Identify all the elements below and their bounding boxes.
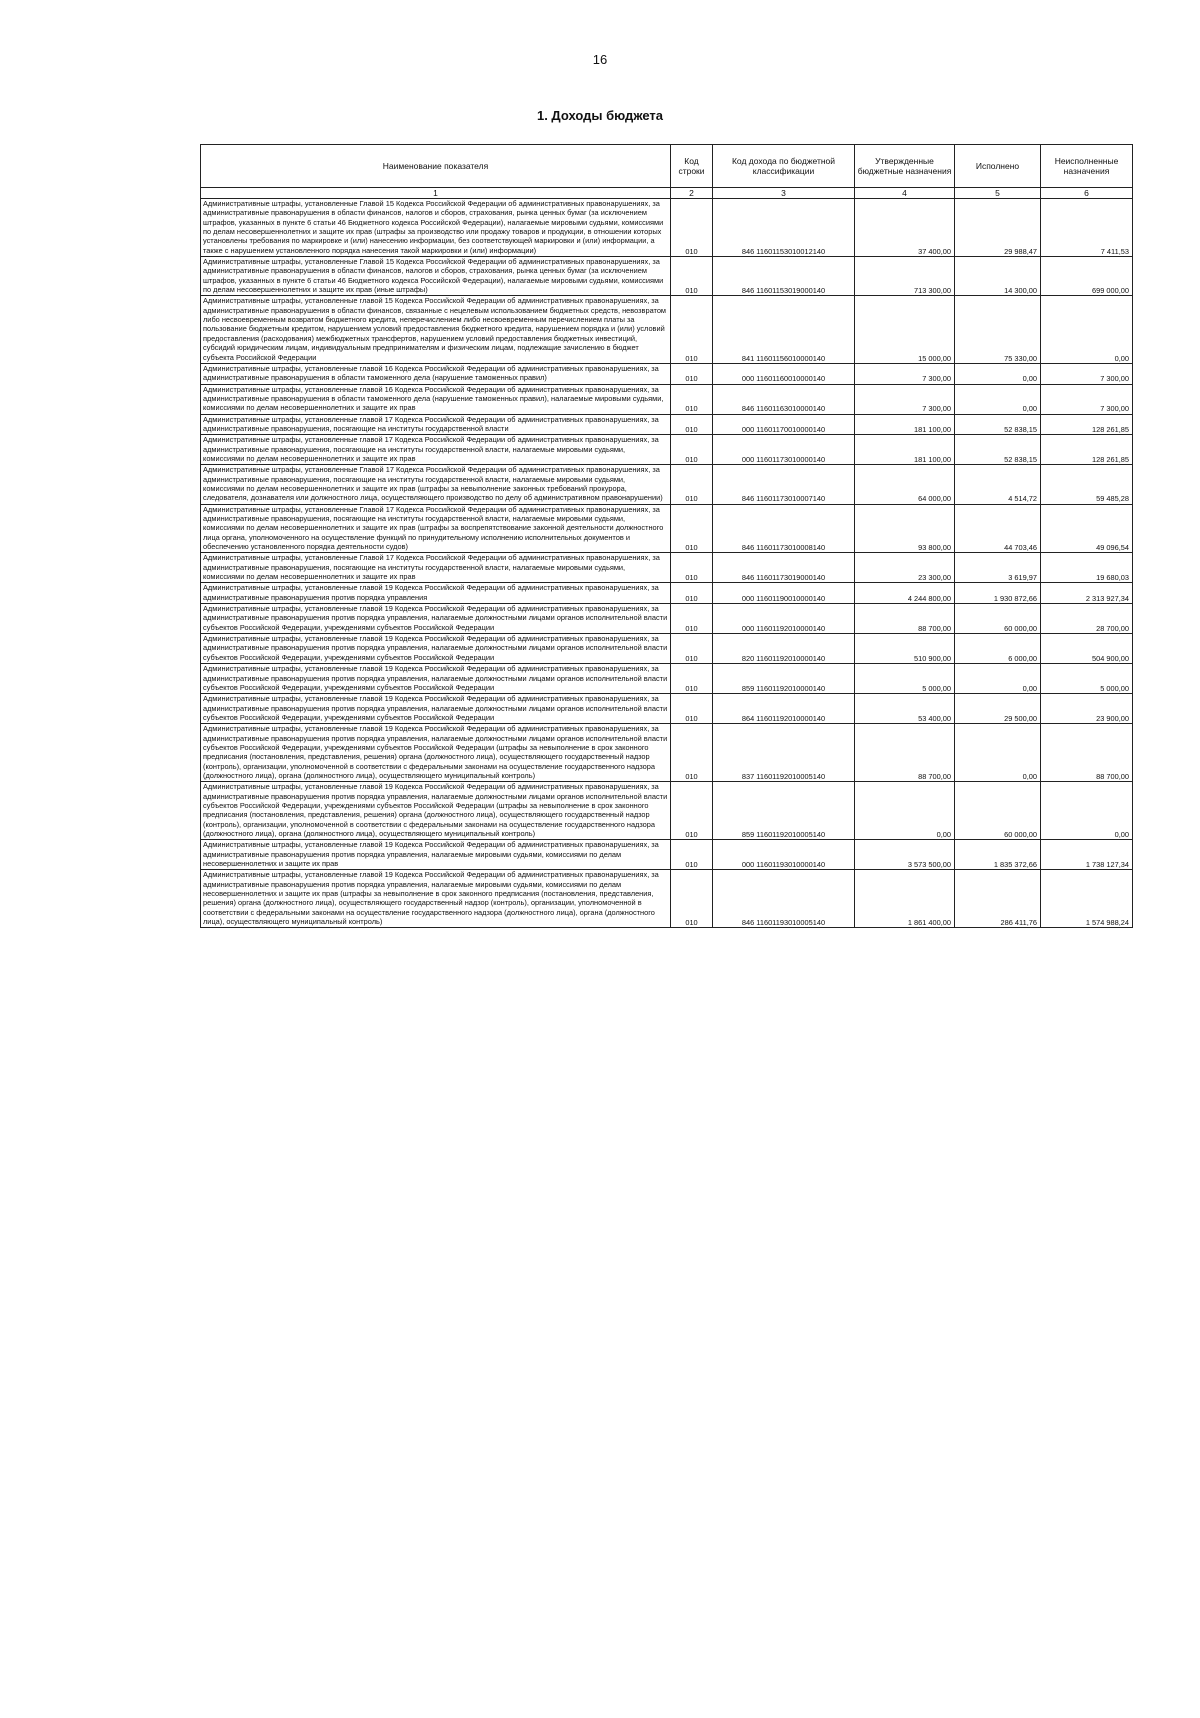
table-row — [201, 553, 1133, 583]
column-number: 1 — [201, 188, 671, 199]
row-income-code: 000 11601160010000140 — [713, 363, 855, 384]
row-name: Административные штрафы, установленные главой 19 Кодекса Российской Федерации об административных правонарушениях, за административные правонарушения против порядка управления, налагаемые должностными лицами органов исполнительной власти субъектов Российской Федерации, учреждениями субъектов Российской Федерации — [201, 694, 671, 724]
row-unexecuted: 23 900,00 — [1041, 694, 1133, 724]
row-unexecuted: 19 680,03 — [1041, 553, 1133, 583]
row-unexecuted: 5 000,00 — [1041, 664, 1133, 694]
row-line-code: 010 — [671, 465, 713, 504]
row-approved: 93 800,00 — [855, 504, 955, 553]
row-unexecuted: 7 300,00 — [1041, 384, 1133, 414]
row-executed: 29 988,47 — [955, 199, 1041, 257]
row-line-code: 010 — [671, 604, 713, 634]
table-body — [201, 199, 1133, 928]
row-executed: 44 703,46 — [955, 504, 1041, 553]
column-number: 6 — [1041, 188, 1133, 199]
row-income-code: 000 11601173010000140 — [713, 435, 855, 465]
row-executed: 60 000,00 — [955, 782, 1041, 840]
row-name: Административные штрафы, установленные главой 15 Кодекса Российской Федерации об административных правонарушениях, за административные правонарушения в области финансов, связанные с нецелевым использованием бюджетных средств, невозвратом либо несвоевременным возвратом бюджетного кредита, неперечислением либо несвоевременным перечислением платы за пользование бюджетным кредитом, нарушением условий предоставления бюджетного кредита, нарушением порядка и (или) условий предоставления (расходования) межбюджетных трансфертов, нарушением условий предоставления бюджетных инвестиций, субсидий юридическим лицам, индивидуальным предпринимателям и физическим лицам, подлежащие зачислению в бюджет субъекта Российской Федерации — [201, 296, 671, 363]
table-row — [201, 782, 1133, 840]
row-approved: 53 400,00 — [855, 694, 955, 724]
row-unexecuted: 2 313 927,34 — [1041, 583, 1133, 604]
row-line-code: 010 — [671, 504, 713, 553]
row-line-code: 010 — [671, 435, 713, 465]
row-executed: 1 835 372,66 — [955, 840, 1041, 870]
row-income-code: 846 11601173019000140 — [713, 553, 855, 583]
header-line-code: Код строки — [671, 145, 713, 188]
row-name: Административные штрафы, установленные главой 19 Кодекса Российской Федерации об административных правонарушениях, за административные правонарушения против порядка управления, налагаемые мировыми судьями, комиссиями по делам несовершеннолетних и защите их прав (штрафы за невыполнение в срок законного предписания (постановления, представления, решения) органа (должностного лица), осуществляющего государственный надзор (контроль), организации, уполномоченной в соответствии с федеральными законами на осуществление государственного надзора (должностного лица), органа (должностного лица), осуществляющего муниципальный контроль) — [201, 870, 671, 928]
row-name: Административные штрафы, установленные главой 19 Кодекса Российской Федерации об административных правонарушениях, за административные правонарушения против порядка управления, налагаемые должностными лицами органов исполнительной власти субъектов Российской Федерации, учреждениями субъектов Российской Федерации — [201, 634, 671, 664]
row-name: Административные штрафы, установленные главой 19 Кодекса Российской Федерации об административных правонарушениях, за административные правонарушения против порядка управления, налагаемые должностными лицами органов исполнительной власти субъектов Российской Федерации, учреждениями субъектов Российской Федерации (штрафы за невыполнение в срок законного предписания (постановления, представления, решения) органа (должностного лица), осуществляющего государственный надзор (контроль), организации, уполномоченной в соответствии с федеральными законами на осуществление государственного надзора (должностного лица), органа (должностного лица), осуществляющего муниципальный контроль) — [201, 724, 671, 782]
row-executed: 0,00 — [955, 664, 1041, 694]
row-income-code: 000 11601190010000140 — [713, 583, 855, 604]
column-number-row — [201, 188, 1133, 199]
row-name: Административные штрафы, установленные главой 19 Кодекса Российской Федерации об административных правонарушениях, за административные правонарушения против порядка управления, налагаемые должностными лицами органов исполнительной власти субъектов Российской Федерации, учреждениями субъектов Российской Федерации — [201, 604, 671, 634]
row-line-code: 010 — [671, 782, 713, 840]
table-row — [201, 199, 1133, 257]
table-row — [201, 870, 1133, 928]
table-row — [201, 257, 1133, 296]
row-approved: 88 700,00 — [855, 724, 955, 782]
table-row — [201, 583, 1133, 604]
row-income-code: 846 11601153019000140 — [713, 257, 855, 296]
row-line-code: 010 — [671, 199, 713, 257]
row-name: Административные штрафы, установленные Главой 15 Кодекса Российской Федерации об административных правонарушениях, за административные правонарушения в области финансов, налогов и сборов, страхования, рынка ценных бумаг (за исключением штрафов, указанных в пункте 6 статьи 46 Бюджетного кодекса Российской Федерации), налагаемые мировыми судьями, комиссиями по делам несовершеннолетних и защите их прав (штрафы за производство или продажу товаров и продукции, в отношении которых установлены требования по маркировке и (или) нанесению информации, без соответствующей маркировки и (или) информации, а также с нарушением установленного порядка нанесения такой маркировки и (или) информации) — [201, 199, 671, 257]
row-income-code: 846 11601173010008140 — [713, 504, 855, 553]
row-line-code: 010 — [671, 694, 713, 724]
row-name: Административные штрафы, установленные Главой 15 Кодекса Российской Федерации об административных правонарушениях, за административные правонарушения в области финансов, налогов и сборов, страхования, рынка ценных бумаг (за исключением штрафов, указанных в пункте 6 статьи 46 Бюджетного кодекса Российской Федерации), налагаемые мировыми судьями, комиссиями по делам несовершеннолетних и защите их прав (иные штрафы) — [201, 257, 671, 296]
row-line-code: 010 — [671, 664, 713, 694]
row-income-code: 837 11601192010005140 — [713, 724, 855, 782]
section-title: 1. Доходы бюджета — [536, 108, 664, 123]
row-income-code: 000 11601170010000140 — [713, 414, 855, 435]
row-executed: 75 330,00 — [955, 296, 1041, 363]
row-executed: 0,00 — [955, 384, 1041, 414]
row-approved: 37 400,00 — [855, 199, 955, 257]
table-row — [201, 465, 1133, 504]
header-income-code: Код дохода по бюджетной классификации — [713, 145, 855, 188]
row-approved: 181 100,00 — [855, 414, 955, 435]
row-approved: 7 300,00 — [855, 363, 955, 384]
column-number: 4 — [855, 188, 955, 199]
row-income-code: 859 11601192010000140 — [713, 664, 855, 694]
table-row — [201, 840, 1133, 870]
row-executed: 14 300,00 — [955, 257, 1041, 296]
row-line-code: 010 — [671, 870, 713, 928]
table-row — [201, 504, 1133, 553]
row-name: Административные штрафы, установленные Главой 17 Кодекса Российской Федерации об административных правонарушениях, за административные правонарушения, посягающие на институты государственной власти, налагаемые мировыми судьями, комиссиями по делам несовершеннолетних и защите их прав (штрафы за невыполнение законных требований прокурора, следователя, дознавателя или должностного лица, осуществляющего производство по делу об административном правонарушении) — [201, 465, 671, 504]
row-name: Административные штрафы, установленные Главой 17 Кодекса Российской Федерации об административных правонарушениях, за административные правонарушения, посягающие на институты государственной власти, налагаемые мировыми судьями, комиссиями по делам несовершеннолетних и защите их прав (штрафы за воспрепятствование законной деятельности должностного лица органа, уполномоченного на осуществление функций по принудительному исполнению исполнительных документов и обеспечению установленного порядка деятельности судов) — [201, 504, 671, 553]
income-table — [200, 144, 1133, 928]
table-row — [201, 296, 1133, 363]
row-income-code: 820 11601192010000140 — [713, 634, 855, 664]
row-approved: 0,00 — [855, 782, 955, 840]
column-number: 2 — [671, 188, 713, 199]
row-approved: 510 900,00 — [855, 634, 955, 664]
row-name: Административные штрафы, установленные главой 16 Кодекса Российской Федерации об административных правонарушениях, за административные правонарушения в области таможенного дела (нарушение таможенных правил), налагаемые мировыми судьями, комиссиями по делам несовершеннолетних и защите их прав — [201, 384, 671, 414]
header-name: Наименование показателя — [201, 145, 671, 188]
row-executed: 1 930 872,66 — [955, 583, 1041, 604]
row-approved: 5 000,00 — [855, 664, 955, 694]
row-line-code: 010 — [671, 296, 713, 363]
header-approved: Утвержденные бюджетные назначения — [855, 145, 955, 188]
table-row — [201, 414, 1133, 435]
row-name: Административные штрафы, установленные главой 19 Кодекса Российской Федерации об административных правонарушениях, за административные правонарушения против порядка управления, налагаемые должностными лицами органов исполнительной власти субъектов Российской Федерации, учреждениями субъектов Российской Федерации (штрафы за невыполнение в срок законного предписания (постановления, представления, решения) органа (должностного лица), осуществляющего государственный надзор (контроль), организации, уполномоченной в соответствии с федеральными законами на осуществление государственного надзора (должностного лица), органа (должностного лица), осуществляющего муниципальный контроль) — [201, 782, 671, 840]
table-row — [201, 435, 1133, 465]
row-income-code: 846 11601193010005140 — [713, 870, 855, 928]
row-executed: 52 838,15 — [955, 435, 1041, 465]
row-approved: 7 300,00 — [855, 384, 955, 414]
row-executed: 52 838,15 — [955, 414, 1041, 435]
row-line-code: 010 — [671, 257, 713, 296]
row-approved: 3 573 500,00 — [855, 840, 955, 870]
table-row — [201, 694, 1133, 724]
row-executed: 3 619,97 — [955, 553, 1041, 583]
row-line-code: 010 — [671, 363, 713, 384]
row-unexecuted: 28 700,00 — [1041, 604, 1133, 634]
row-income-code: 859 11601192010005140 — [713, 782, 855, 840]
row-income-code: 000 11601192010000140 — [713, 604, 855, 634]
row-approved: 1 861 400,00 — [855, 870, 955, 928]
row-name: Административные штрафы, установленные Главой 17 Кодекса Российской Федерации об административных правонарушениях, за административные правонарушения, посягающие на институты государственной власти, налагаемые мировыми судьями, комиссиями по делам несовершеннолетних и защите их прав — [201, 553, 671, 583]
row-income-code: 841 11601156010000140 — [713, 296, 855, 363]
row-approved: 4 244 800,00 — [855, 583, 955, 604]
row-unexecuted: 699 000,00 — [1041, 257, 1133, 296]
page-number: 16 — [592, 52, 608, 67]
row-approved: 23 300,00 — [855, 553, 955, 583]
row-unexecuted: 504 900,00 — [1041, 634, 1133, 664]
row-line-code: 010 — [671, 634, 713, 664]
row-unexecuted: 7 300,00 — [1041, 363, 1133, 384]
row-approved: 181 100,00 — [855, 435, 955, 465]
row-approved: 88 700,00 — [855, 604, 955, 634]
row-line-code: 010 — [671, 414, 713, 435]
row-line-code: 010 — [671, 583, 713, 604]
table-row — [201, 724, 1133, 782]
row-unexecuted: 128 261,85 — [1041, 435, 1133, 465]
row-name: Административные штрафы, установленные главой 19 Кодекса Российской Федерации об административных правонарушениях, за административные правонарушения против порядка управления, налагаемые должностными лицами органов исполнительной власти субъектов Российской Федерации, учреждениями субъектов Российской Федерации — [201, 664, 671, 694]
row-income-code: 846 11601173010007140 — [713, 465, 855, 504]
row-unexecuted: 49 096,54 — [1041, 504, 1133, 553]
header-unexecuted: Неисполненные назначения — [1041, 145, 1133, 188]
row-unexecuted: 0,00 — [1041, 782, 1133, 840]
row-executed: 29 500,00 — [955, 694, 1041, 724]
row-income-code: 864 11601192010000140 — [713, 694, 855, 724]
column-number: 3 — [713, 188, 855, 199]
row-income-code: 846 11601163010000140 — [713, 384, 855, 414]
table-row — [201, 634, 1133, 664]
row-unexecuted: 7 411,53 — [1041, 199, 1133, 257]
row-executed: 4 514,72 — [955, 465, 1041, 504]
row-income-code: 000 11601193010000140 — [713, 840, 855, 870]
row-line-code: 010 — [671, 384, 713, 414]
row-line-code: 010 — [671, 840, 713, 870]
row-line-code: 010 — [671, 724, 713, 782]
row-approved: 15 000,00 — [855, 296, 955, 363]
row-approved: 713 300,00 — [855, 257, 955, 296]
row-name: Административные штрафы, установленные главой 19 Кодекса Российской Федерации об административных правонарушениях, за административные правонарушения против порядка управления, налагаемые мировыми судьями, комиссиями по делам несовершеннолетних и защите их прав — [201, 840, 671, 870]
table-row — [201, 604, 1133, 634]
header-row — [201, 145, 1133, 188]
table-row — [201, 664, 1133, 694]
row-executed: 60 000,00 — [955, 604, 1041, 634]
row-name: Административные штрафы, установленные главой 17 Кодекса Российской Федерации об административных правонарушениях, за административные правонарушения, посягающие на институты государственной власти, налагаемые мировыми судьями, комиссиями по делам несовершеннолетних и защите их прав — [201, 435, 671, 465]
row-name: Административные штрафы, установленные главой 17 Кодекса Российской Федерации об административных правонарушениях, за административные правонарушения, посягающие на институты государственной власти — [201, 414, 671, 435]
row-approved: 64 000,00 — [855, 465, 955, 504]
row-unexecuted: 1 574 988,24 — [1041, 870, 1133, 928]
header-executed: Исполнено — [955, 145, 1041, 188]
row-unexecuted: 128 261,85 — [1041, 414, 1133, 435]
row-executed: 6 000,00 — [955, 634, 1041, 664]
row-executed: 0,00 — [955, 363, 1041, 384]
table-row — [201, 384, 1133, 414]
row-unexecuted: 0,00 — [1041, 296, 1133, 363]
row-line-code: 010 — [671, 553, 713, 583]
row-executed: 0,00 — [955, 724, 1041, 782]
table-row — [201, 363, 1133, 384]
column-number: 5 — [955, 188, 1041, 199]
row-name: Административные штрафы, установленные главой 19 Кодекса Российской Федерации об административных правонарушениях, за административные правонарушения против порядка управления — [201, 583, 671, 604]
row-unexecuted: 1 738 127,34 — [1041, 840, 1133, 870]
row-unexecuted: 59 485,28 — [1041, 465, 1133, 504]
row-unexecuted: 88 700,00 — [1041, 724, 1133, 782]
row-name: Административные штрафы, установленные главой 16 Кодекса Российской Федерации об административных правонарушениях, за административные правонарушения в области таможенного дела (нарушение таможенных правил) — [201, 363, 671, 384]
row-income-code: 846 11601153010012140 — [713, 199, 855, 257]
row-executed: 286 411,76 — [955, 870, 1041, 928]
